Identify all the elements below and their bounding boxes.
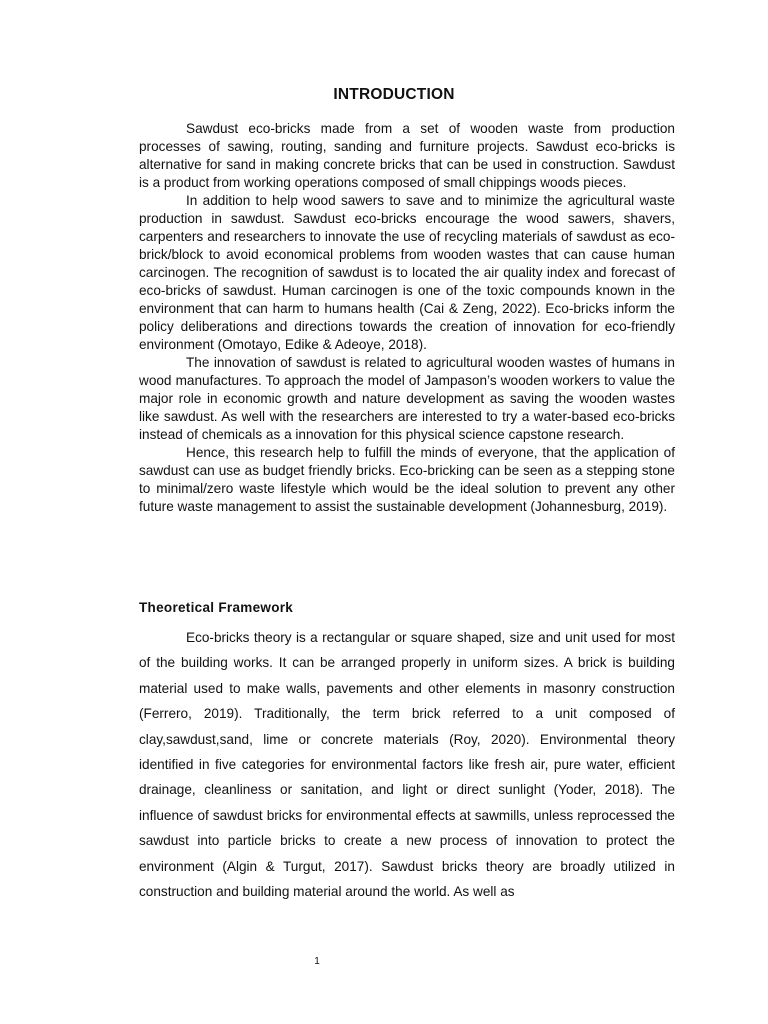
framework-paragraph: Eco-bricks theory is a rectangular or square shaped, size and unit used for most of the building works. It can be arranged properly in uniform sizes. A brick is building material used to make walls, pavements and other elements in masonry construction (Ferrero, 2019). Traditionally, the term brick referred to a unit composed of clay,sawdust,sand, lime or concrete materials (Roy, 2020). Environmental theory identified in five categories for environmental factors like fresh air, pure water, efficient drainage, cleanliness or sanitation, and light or direct sunlight (Yoder, 2018). The influence of sawdust bricks for environmental effects at sawmills, unless reprocessed the sawdust into particle bricks to create a new process of innovation to protect the environment (Algin & Turgut, 2017). Sawdust bricks theory are broadly utilized in construction and building material around the world. As well as [139, 630, 675, 900]
intro-paragraph-2: In addition to help wood sawers to save and to minimize the agricultural waste production in sawdust. Sawdust eco-bricks encourage the wood sawers, shavers, carpenters and researchers to innovate the use of recycling materials of sawdust as eco-brick/block to avoid economical problems from wooden wastes that can cause human carcinogen. The recognition of sawdust is to located the air quality index and forecast of eco-bricks of sawdust. Human carcinogen is one of the toxic compounds known in the environment that can harm to humans health (Cai & Zeng, 2022). Eco-bricks inform the policy deliberations and directions towards the creation of innovation for eco-friendly environment (Omotayo, Edike & Adeoye, 2018). [139, 193, 675, 352]
intro-paragraph-3: The innovation of sawdust is related to agricultural wooden wastes of humans in wood manufactures. To approach the model of Jampason’s wooden workers to value the major role in economic growth and nature development as saving the wooden wastes like sawdust. As well with the researchers are interested to try a water-based eco-bricks instead of chemicals as a innovation for this physical science capstone research. [139, 355, 675, 442]
section-heading-theoretical-framework: Theoretical Framework [139, 600, 294, 615]
theoretical-framework-body [139, 625, 675, 904]
intro-paragraph-1: Sawdust eco-bricks made from a set of wooden waste from production processes of sawing, routing, sanding and furniture projects. Sawdust eco-bricks is alternative for sand in making concrete bricks that can be used in construction. Sawdust is a product from working operations composed of small chippings woods pieces. [139, 121, 675, 190]
page-title: INTRODUCTION [333, 86, 455, 103]
page-number: 1 [314, 956, 320, 967]
intro-paragraph-4: Hence, this research help to fulfill the minds of everyone, that the application of sawdust can use as budget friendly bricks. Eco-bricking can be seen as a stepping stone to minimal/zero waste lifestyle which would be the ideal solution to prevent any other future waste management to assist the sustainable development (Johannesburg, 2019). [139, 445, 675, 514]
introduction-body [139, 120, 675, 516]
